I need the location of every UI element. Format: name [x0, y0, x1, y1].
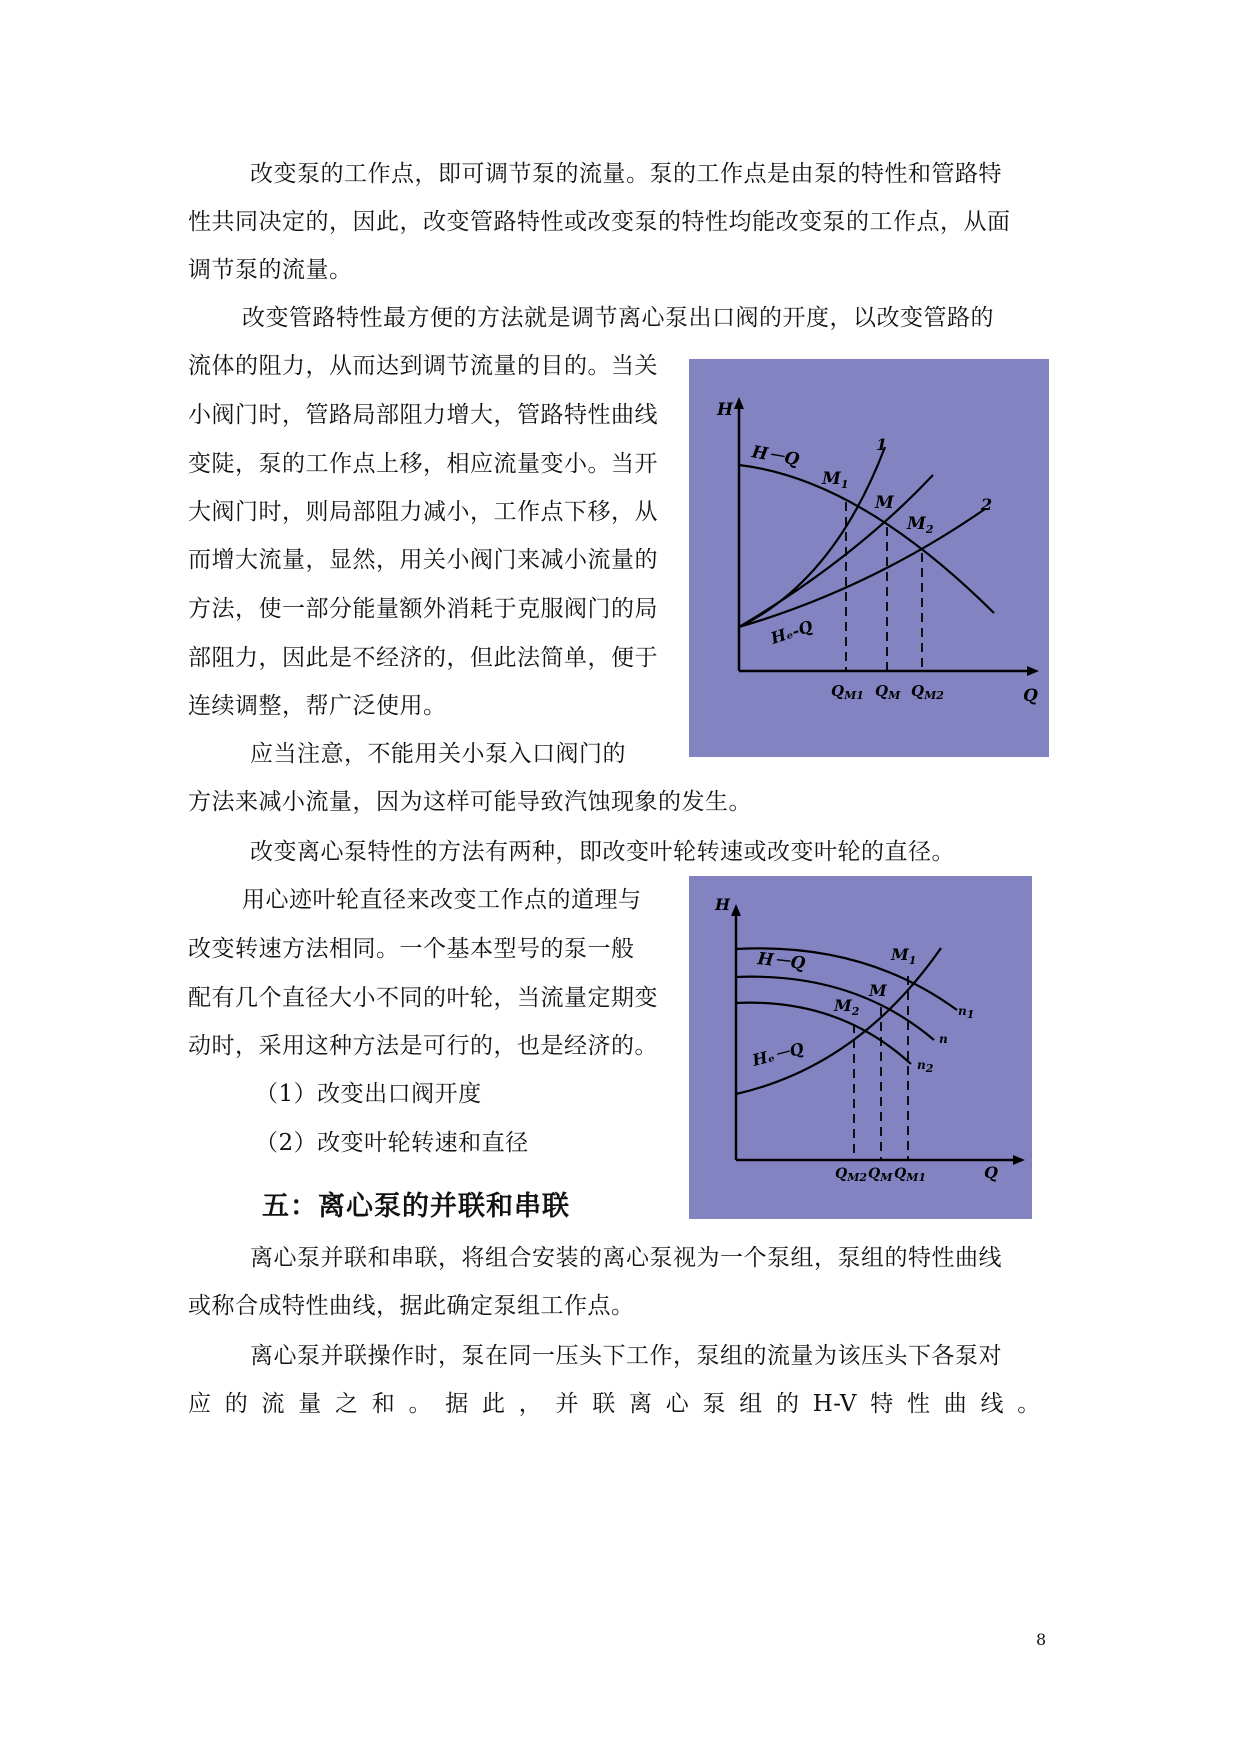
text-token: 据 [445, 1391, 469, 1417]
point-label-m: M [875, 493, 894, 513]
curve-label-heq: Hₑ－Q [750, 1038, 806, 1070]
text-token: 此 [482, 1391, 506, 1417]
section-heading: 五：离心泵的并联和串联 [262, 1191, 570, 1222]
body-text-line: 改变转速方法相同。一个基本型号的泵一般 [188, 936, 635, 962]
body-text-line: 流体的阻力，从而达到调节流量的目的。当关 [188, 353, 658, 379]
curve-label-hq: H－Q [750, 442, 801, 471]
curve-label-hq: H－Q [756, 949, 807, 974]
label-n1: n1 [958, 1004, 975, 1021]
text-token: 特 [870, 1391, 894, 1417]
tick-label-qm1: $Q_{M1}$ [894, 1166, 927, 1184]
pump-curve-diagram [689, 359, 1049, 757]
body-text-line: 性共同决定的，因此，改变管路特性或改变泵的特性均能改变泵的工作点，从面 [188, 209, 1011, 235]
body-text-line: 用心迹叶轮直径来改变工作点的道理与 [242, 887, 642, 913]
figure-speed-regulation [689, 876, 1032, 1219]
text-token: H-V [812, 1391, 858, 1417]
point-label-m2: $M_2$ [907, 514, 934, 536]
body-text-line-justified [188, 1389, 1041, 1419]
text-token: 的 [224, 1391, 249, 1417]
text-token: 组 [739, 1391, 763, 1417]
body-text-line: 调节泵的流量。 [188, 257, 353, 283]
figure-valve-regulation [689, 359, 1049, 757]
body-text-line: 部阻力，因此是不经济的，但此法简单，便于 [188, 645, 658, 671]
body-text-line: 连续调整，帮广泛使用。 [188, 693, 447, 719]
page-number: 8 [1036, 1630, 1047, 1649]
tick-label-qm1: $Q_{M1}$ [831, 682, 864, 702]
body-text-line: 配有几个直径大小不同的叶轮，当流量定期变 [188, 985, 658, 1011]
body-text-line: 离心泵并联和串联，将组合安装的离心泵视为一个泵组，泵组的特性曲线 [250, 1245, 1002, 1271]
body-text-line: 方法，使一部分能量额外消耗于克服阀门的局 [188, 596, 658, 622]
text-token: 应 [188, 1391, 212, 1417]
tick-label-qm: $Q_M$ [875, 682, 901, 702]
text-token: 泵 [702, 1391, 726, 1417]
label-n: n [939, 1032, 948, 1046]
axis-label-h: H [715, 895, 731, 914]
text-token: ， [518, 1391, 543, 1417]
text-token: 性 [907, 1391, 931, 1417]
body-text-line: 改变泵的工作点，即可调节泵的流量。泵的工作点是由泵的特性和管路特 [250, 161, 1002, 187]
line-label-2: 2 [981, 495, 993, 514]
text-token: 离 [629, 1391, 653, 1417]
axis-label-q: Q [1023, 686, 1038, 706]
pump-speed-diagram [689, 876, 1032, 1219]
text-token: 联 [592, 1391, 616, 1417]
tick-label-qm2: $Q_{M2}$ [835, 1166, 868, 1184]
text-token: 线 [980, 1391, 1005, 1417]
list-item: （1）改变出口阀开度 [255, 1081, 482, 1107]
axis-label-q: Q [984, 1163, 998, 1182]
pipe-curve-2 [739, 509, 985, 627]
body-text-line: 变陡，泵的工作点上移，相应流量变小。当开 [188, 451, 658, 477]
text-token: 量 [298, 1391, 322, 1417]
x-axis-arrow [1027, 666, 1039, 676]
body-text-line: 方法来减小流量，因为这样可能导致汽蚀现象的发生。 [188, 789, 752, 815]
axis-label-h: H [717, 400, 734, 420]
text-token: 之 [335, 1391, 359, 1417]
text-token: 流 [261, 1391, 285, 1417]
body-text-line: 动时，采用这种方法是可行的，也是经济的。 [188, 1033, 658, 1059]
text-token: 和 [371, 1391, 396, 1417]
body-text-line: 改变管路特性最方便的方法就是调节离心泵出口阀的开度，以改变管路的 [242, 305, 994, 331]
line-label-1: 1 [876, 435, 888, 454]
body-text-line: 小阀门时，管路局部阻力增大，管路特性曲线 [188, 402, 658, 428]
body-text-line: 应当注意，不能用关小泵入口阀门的 [250, 741, 626, 767]
pipe-curve-1 [739, 447, 885, 627]
point-label-m: M [869, 981, 887, 1000]
point-label-m2: $M_2$ [834, 996, 860, 1018]
x-axis-arrow [1013, 1155, 1025, 1165]
body-text-line: 离心泵并联操作时，泵在同一压头下工作，泵组的流量为该压头下各泵对 [250, 1343, 1002, 1369]
y-axis-arrow [734, 397, 744, 409]
body-text-line: 或称合成特性曲线，据此确定泵组工作点。 [188, 1293, 635, 1319]
body-text-line: 改变离心泵特性的方法有两种，即改变叶轮转速或改变叶轮的直径。 [250, 839, 955, 865]
tick-label-qm2: $Q_{M2}$ [911, 682, 944, 702]
text-token: 。 [1017, 1391, 1041, 1417]
pipe-curve-middle [739, 475, 933, 627]
list-item: （2）改变叶轮转速和直径 [255, 1130, 529, 1156]
y-axis-arrow [731, 904, 741, 916]
tick-label-qm: $Q_M$ [868, 1166, 893, 1184]
text-token: 。 [408, 1391, 432, 1417]
text-token: 并 [555, 1391, 579, 1417]
label-n2: n2 [917, 1058, 934, 1075]
text-token: 曲 [943, 1391, 968, 1417]
curve-label-heq: Hₑ-Q [768, 616, 815, 648]
point-label-m1: $M_1$ [891, 945, 917, 967]
text-token: 心 [665, 1391, 690, 1417]
point-label-m1: $M_1$ [822, 469, 849, 491]
body-text-line: 而增大流量，显然，用关小阀门来减小流量的 [188, 547, 658, 573]
text-token: 的 [776, 1391, 800, 1417]
body-text-line: 大阀门时，则局部阻力减小，工作点下移，从 [188, 499, 658, 525]
